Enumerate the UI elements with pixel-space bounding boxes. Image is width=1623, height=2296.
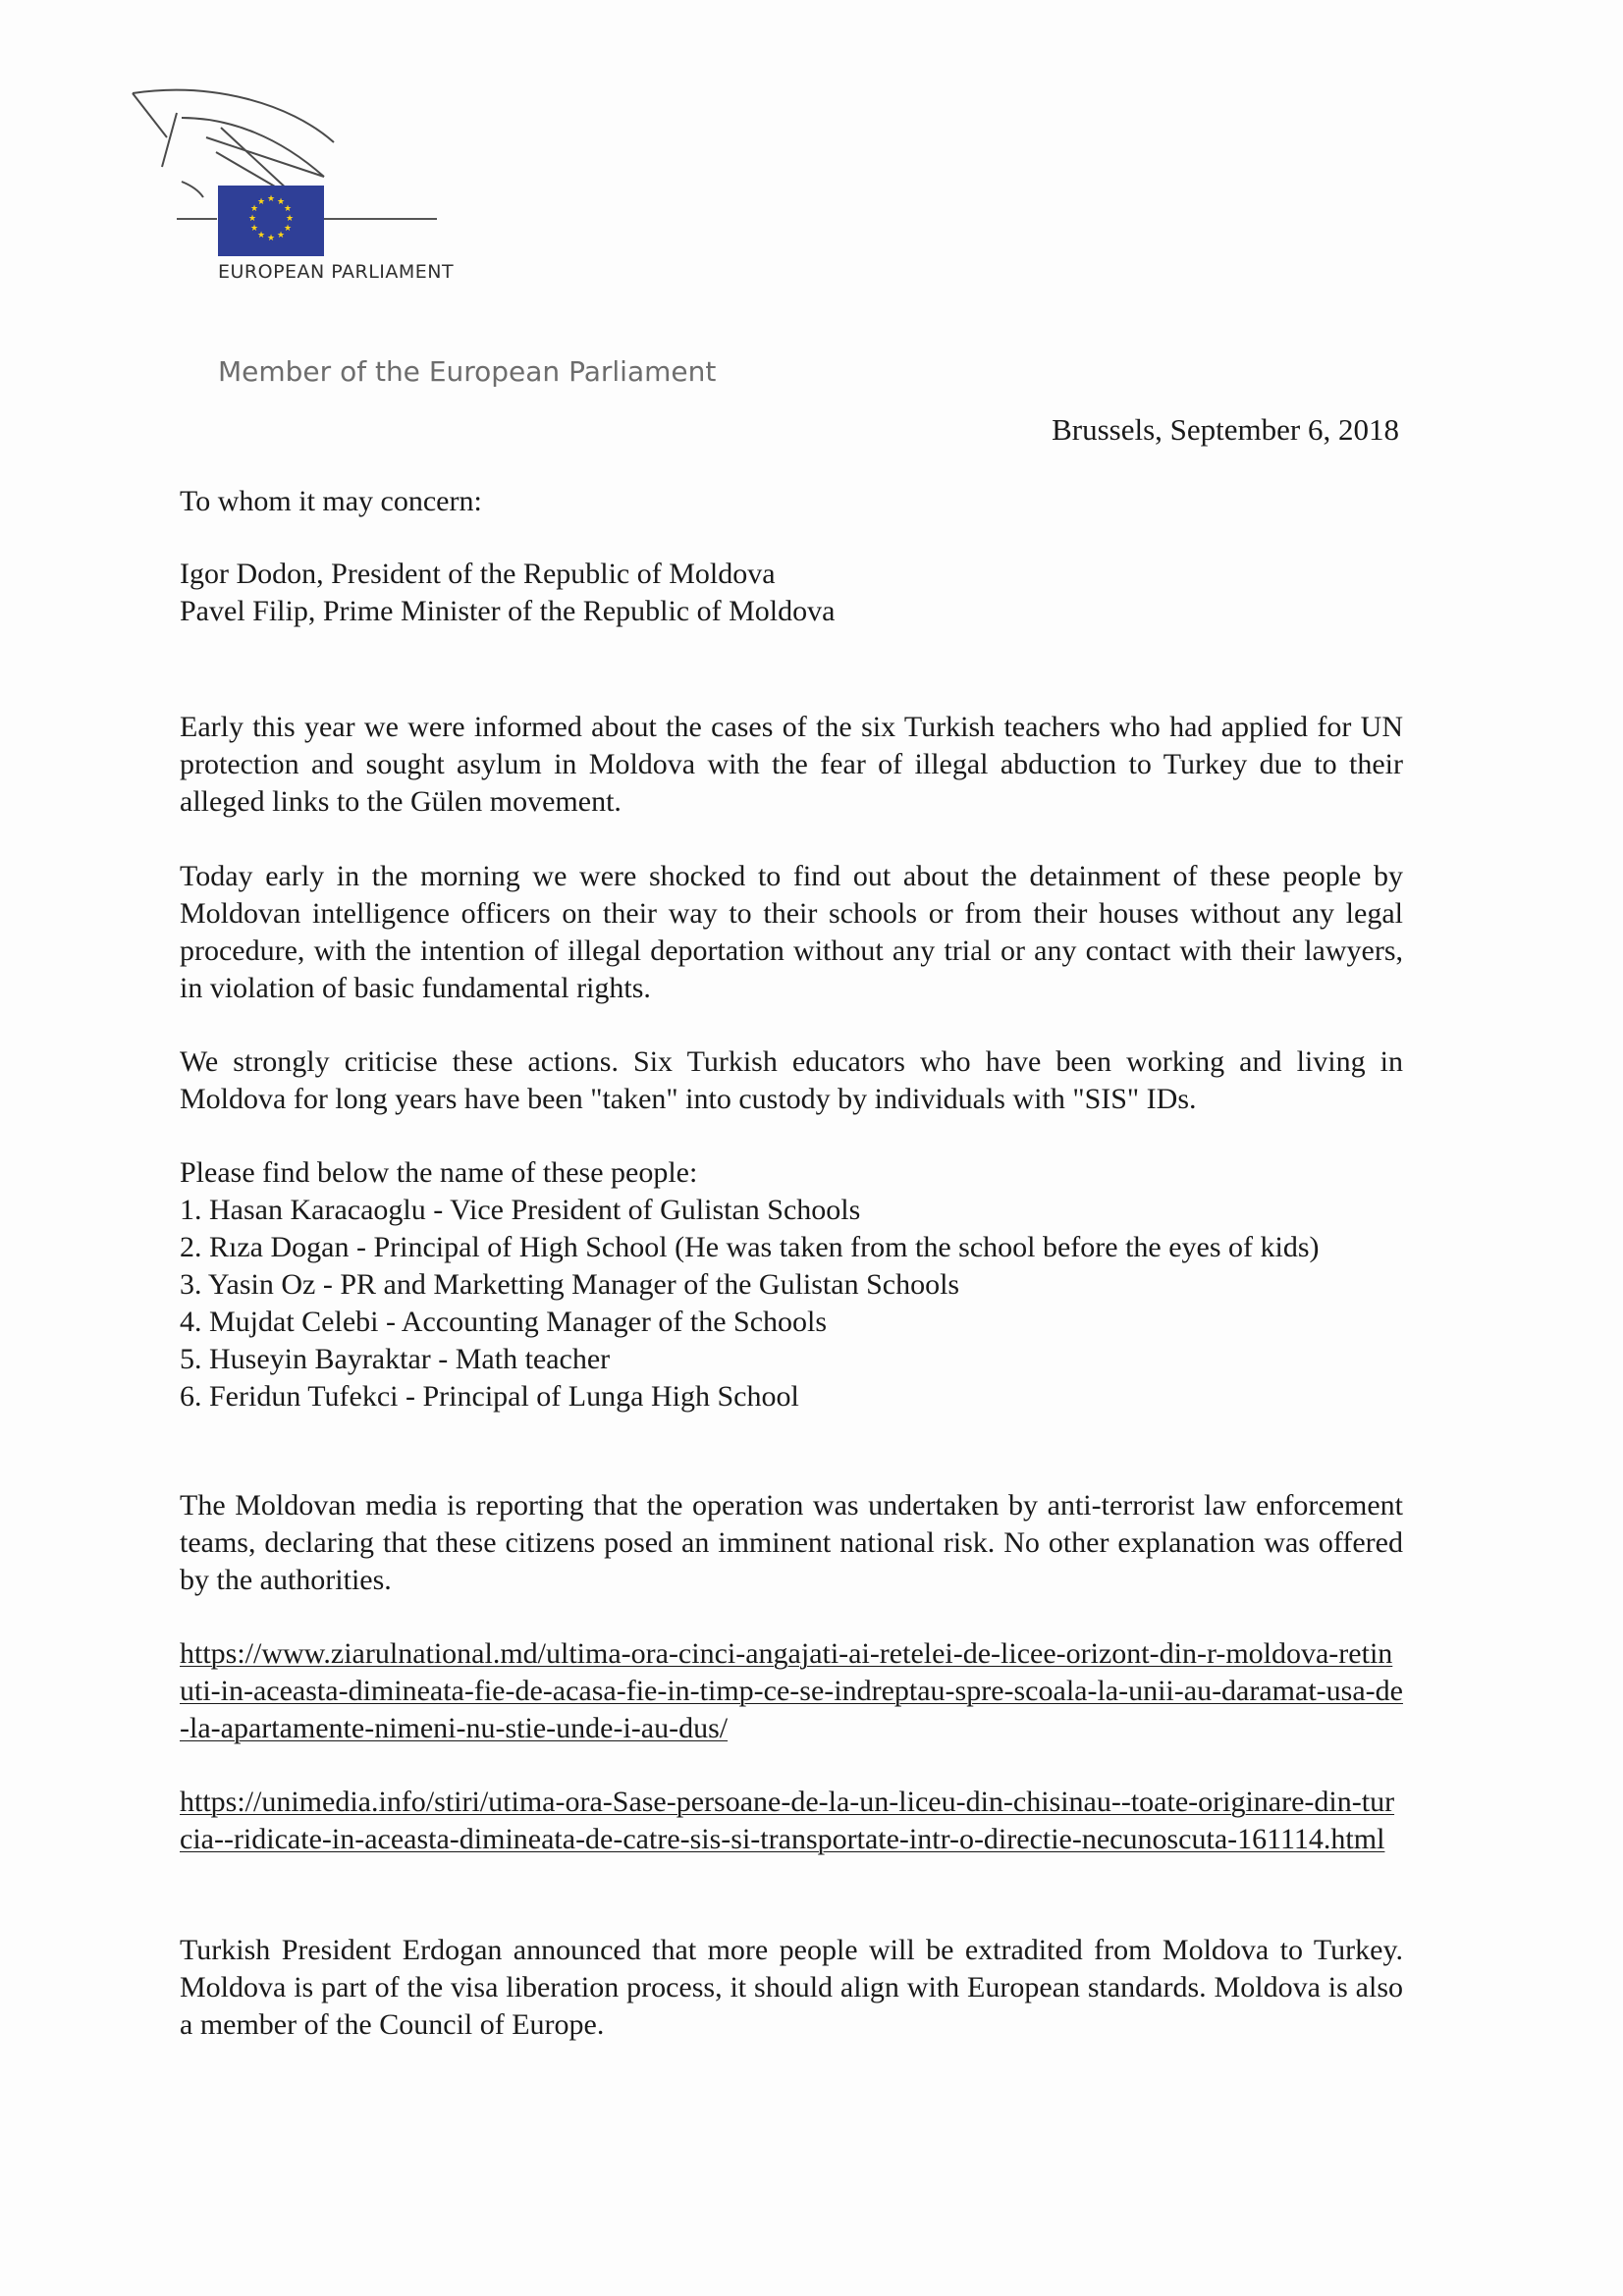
list-item: 3. Yasin Oz - PR and Marketting Manager of the Gulistan Schools <box>180 1268 960 1301</box>
european-parliament-logo <box>123 83 457 290</box>
list-item: 5. Huseyin Bayraktar - Math teacher <box>180 1343 611 1375</box>
recipient-line: Igor Dodon, President of the Republic of Moldova <box>180 558 776 590</box>
list <box>180 1192 1403 1415</box>
parliament-hemicycle-icon <box>133 90 334 197</box>
recipients-block <box>180 556 1403 630</box>
svg-text:★: ★ <box>285 214 295 224</box>
list-intro: Please find below the name of these people: <box>180 1156 698 1189</box>
body-paragraph: We strongly criticise these actions. Six Turkish educators who have been working and living in Moldova for long years have been "taken" into custody by individuals with "SIS" IDs. <box>180 1045 1403 1115</box>
source-link[interactable]: https://unimedia.info/stiri/utima-ora-Sase-persoane-de-la-un-liceu-din-chisinau--toate-originare-din-turcia--ridicate-in-aceasta-dimineata-de-catre-sis-si-transportate-intr-o-directie-necunoscuta-161114.html <box>180 1786 1395 1855</box>
svg-text:★: ★ <box>266 194 276 204</box>
source-link-block <box>180 1784 1403 1858</box>
svg-text:★: ★ <box>256 231 266 240</box>
letterhead-title: Member of the European Parliament <box>218 355 717 388</box>
svg-text:★: ★ <box>249 204 259 214</box>
body-paragraph: Turkish President Erdogan announced that more people will be extradited from Moldova to Turkey. Moldova is part of the visa liberation process, it should align with European standards. Moldova is also a member of the Council of Europe. <box>180 1934 1403 2041</box>
institution-name: EUROPEAN PARLIAMENT <box>218 261 455 283</box>
list-item: 6. Feridun Tufekci - Principal of Lunga High School <box>180 1380 799 1413</box>
list-item: 4. Mujdat Celebi - Accounting Manager of the Schools <box>180 1306 828 1338</box>
svg-text:★: ★ <box>276 231 286 240</box>
source-link-block <box>180 1635 1403 1747</box>
svg-text:★: ★ <box>247 214 257 224</box>
svg-text:★: ★ <box>283 204 293 214</box>
svg-text:★: ★ <box>266 234 276 243</box>
list-item: 2. Rıza Dogan - Principal of High School (He was taken from the school before the eyes of kids) <box>180 1231 1320 1263</box>
body-paragraph: Today early in the morning we were shocked to find out about the detainment of these people by Moldovan intelligence officers on their way to their schools or from their houses without any legal procedure, with the intention of illegal deportation without any trial or any contact with their lawyers, in violation of basic fundamental rights. <box>180 860 1403 1004</box>
svg-text:★: ★ <box>283 224 293 234</box>
letter-date: Brussels, September 6, 2018 <box>1052 412 1399 447</box>
recipient-line: Pavel Filip, Prime Minister of the Republic of Moldova <box>180 595 836 627</box>
detainee-list <box>180 1154 1403 1415</box>
list-item: 1. Hasan Karacaoglu - Vice President of Gulistan Schools <box>180 1194 861 1226</box>
body-paragraph: The Moldovan media is reporting that the operation was undertaken by anti-terrorist law enforcement teams, declaring that these citizens posed an imminent national risk. No other explanation was offered by the authorities. <box>180 1489 1403 1596</box>
svg-text:★: ★ <box>256 197 266 207</box>
source-link[interactable]: https://www.ziarulnational.md/ultima-ora-cinci-angajati-ai-retelei-de-licee-orizont-din-r-moldova-retinuti-in-aceasta-dimineata-fie-de-acasa-fie-in-timp-ce-se-indreptau-spre-scoala-la-unii-au-daramat-usa-de-la-apartamente-nimeni-nu-stie-unde-i-au-dus/ <box>180 1637 1403 1744</box>
svg-text:★: ★ <box>276 197 286 207</box>
body-paragraph: Early this year we were informed about the cases of the six Turkish teachers who had applied for UN protection and sought asylum in Moldova with the fear of illegal abduction to Turkey due to their alleged links to the Gülen movement. <box>180 711 1403 818</box>
salutation: To whom it may concern: <box>180 485 482 517</box>
svg-text:★: ★ <box>249 224 259 234</box>
